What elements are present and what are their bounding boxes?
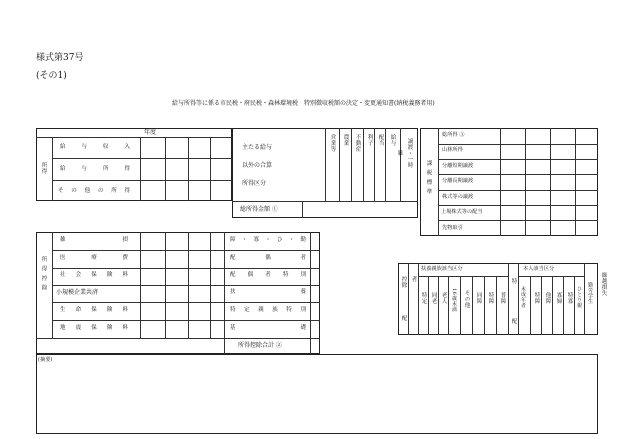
form-title: 給与所得等に係る市民税・府民税・森林環境税 特別徴収税額の決定・変更通知書(納税義務者用)	[172, 100, 435, 107]
honnin-header: 本人該当区分	[523, 266, 555, 272]
deduction-seimei-hoken: 生 命 保 険 料	[60, 307, 128, 313]
tax-base-row-stock: 株式等の譲渡	[442, 194, 474, 200]
col-rishi: 利子	[366, 134, 373, 146]
col-eigyou: 営業等	[329, 134, 336, 152]
year-label: 年度	[144, 129, 157, 136]
deduction-haigusha-tokubetsu: 配 偶 者 特 別	[230, 272, 306, 278]
fuyou-col-roujin: 老人	[440, 292, 447, 304]
dependents-sha: 者	[410, 276, 417, 282]
deduction-jishin-hoken: 地 震 保 険 料	[60, 325, 128, 331]
honnin-col-kafu: 寡婦	[555, 292, 562, 304]
deduction-iryouhi: 医 療 費	[60, 255, 128, 261]
dependents-koujo: 控除	[400, 276, 407, 288]
deductions-side-label: 所得控除	[40, 256, 47, 294]
honnin-col-tashou: 他障	[544, 292, 551, 304]
tax-base-row-long: 分離長期譲渡	[442, 178, 474, 184]
deduction-haigusha: 配 偶 者	[230, 255, 306, 261]
fuyou-col-fushou: 普障	[499, 292, 506, 304]
col-zatsu: 雑	[396, 150, 403, 156]
fuyou-col-tokutei: 特定	[420, 292, 427, 304]
tax-base-side-label: 課税標準	[425, 160, 432, 198]
tax-base-row-futures: 先物取引	[442, 225, 463, 231]
income-row-other-income: そ の 他 の 所 得	[58, 188, 130, 194]
fuyou-col-doushou: 同障	[475, 292, 482, 304]
income-side-label: 所得	[40, 162, 47, 174]
dependents-haigu: 配	[400, 315, 407, 321]
kurikoshi-label: 繰越損失	[600, 272, 607, 296]
toku-label: 特	[510, 278, 517, 284]
tax-base-row-sanrin: 山林所得	[442, 147, 463, 153]
honnin-col-hitorioya: ひとり親	[576, 286, 582, 308]
honnin-col-tokuka: 特寡	[566, 292, 573, 304]
income-row-salary-revenue: 給 与 収 入	[60, 144, 130, 150]
honnin-col-miseinen: 未成年者	[520, 286, 526, 308]
deduction-zatsuson: 雑 損	[60, 237, 128, 243]
other-income-label-1: 主たる給与	[242, 144, 273, 151]
honnin-col-kinrou-gakusei: 勤労学生	[587, 282, 593, 304]
tax-base-row-total: 総所得 ③	[442, 132, 465, 138]
toku-sub: 配	[510, 318, 517, 324]
deduction-shoukibo: 小規模企業共済	[56, 289, 99, 296]
form-part: (その1)	[36, 71, 67, 81]
tax-base-row-short: 分離短期譲渡	[442, 163, 474, 169]
deduction-fuyou: 扶 養	[230, 289, 306, 295]
deduction-kiso: 基 礎	[230, 325, 306, 331]
fuyou-col-sonota: その他	[463, 290, 470, 308]
col-kyuuyo: 給与	[389, 134, 396, 146]
other-income-label-3: 所得区分	[242, 180, 267, 187]
deduction-total-label: 所得控除合計 ②	[238, 342, 282, 349]
deduction-tokutei-shinzoku: 特 定 親 族 特 別	[230, 307, 306, 313]
form-number: 様式第37号	[36, 53, 84, 63]
deduction-shakai-hoken: 社 会 保 険 料	[60, 272, 128, 278]
fuyou-col-tokushou: 特障	[487, 292, 494, 304]
total-income-label: 総所得金額 ①	[240, 206, 278, 213]
col-fudousan: 不動産	[354, 134, 361, 152]
other-income-label-2: 以外の合算	[242, 162, 273, 169]
col-jouto-ichiji: 譲渡・一時	[406, 138, 413, 168]
col-haitou: 配当	[377, 134, 384, 146]
tax-base-row-dividend: 上場株式等の配当	[441, 209, 483, 215]
income-row-salary-income: 給 与 所 得	[60, 166, 130, 172]
deduction-shougai: 障 ・ 寡 ・ ひ ・ 勤	[230, 237, 306, 243]
honnin-col-tokushou: 特障	[533, 292, 540, 304]
col-nougyou: 農業	[342, 134, 349, 146]
fuyou-header: 扶養親族該当区分	[421, 266, 463, 272]
remarks-label: (摘要)	[38, 357, 53, 363]
fuyou-col-dourou: 同老	[430, 292, 437, 304]
fuyou-col-under16: 16歳未満	[451, 288, 457, 312]
remarks-box	[36, 354, 598, 434]
